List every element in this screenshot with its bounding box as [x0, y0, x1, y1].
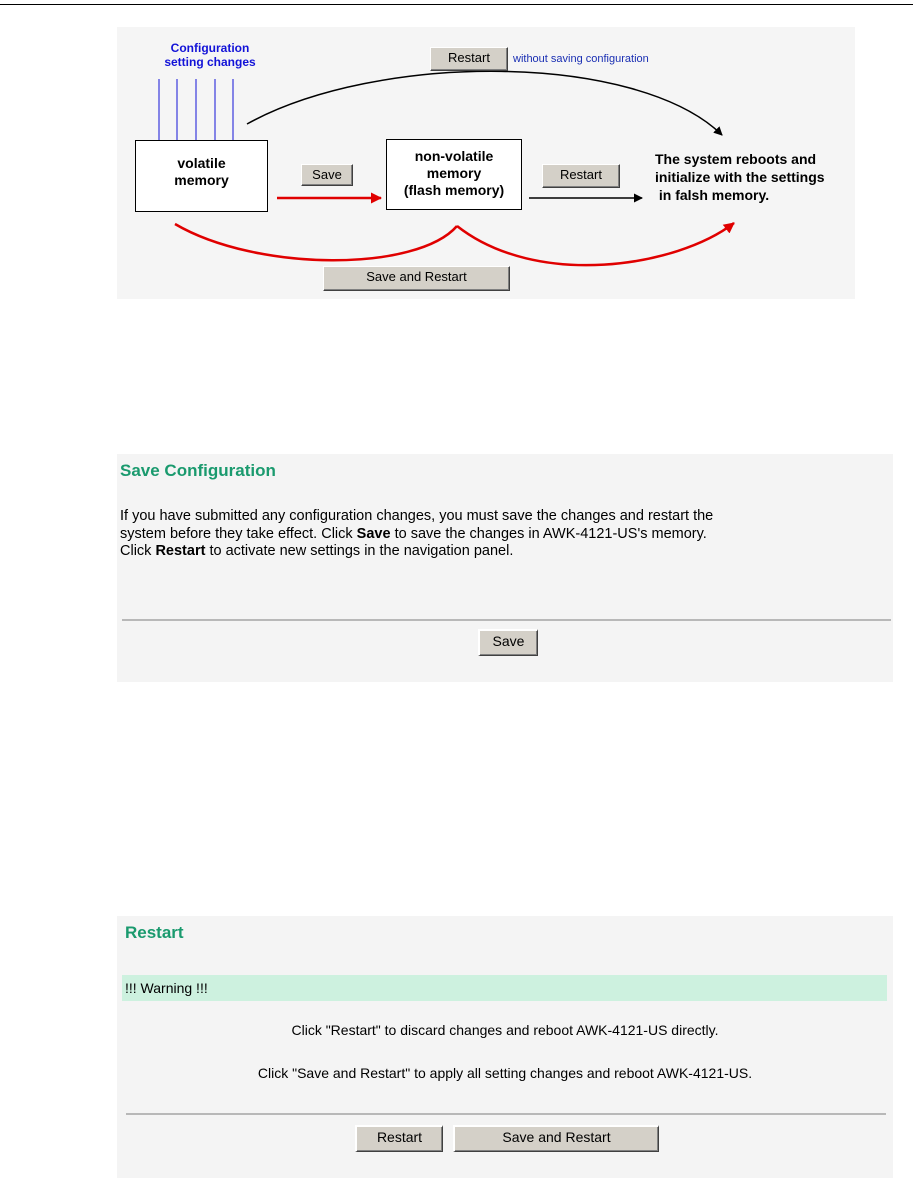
memory-flow-diagram	[117, 27, 855, 299]
warning-bar: !!! Warning !!!	[122, 975, 887, 1001]
restart-button[interactable]: Restart	[355, 1125, 443, 1152]
volatile-memory-box: volatile memory	[135, 140, 268, 212]
diagram-save-restart-button[interactable]: Save and Restart	[323, 266, 510, 291]
restart-without-save-arrow	[247, 71, 722, 135]
restart-title: Restart	[125, 923, 184, 942]
page-top-rule	[0, 4, 913, 5]
diagram-restart-button[interactable]: Restart	[430, 47, 508, 71]
restart-panel	[117, 916, 893, 1178]
save-button[interactable]: Save	[478, 629, 538, 656]
config-changes-label: Configuration setting changes	[164, 41, 256, 69]
save-config-description: If you have submitted any configuration changes, you must save the changes and restart the system before they take effect. Click Save to save the changes in AWK-4121-US's memory. Click Restart to activate new settings in the navigation panel.	[120, 508, 714, 559]
diagram-save-button[interactable]: Save	[301, 164, 353, 186]
save-and-restart-arrow-right	[457, 223, 734, 265]
restart-message: Click "Restart" to discard changes and reboot AWK-4121-US directly.	[291, 1022, 719, 1038]
diagram-restart-button-2[interactable]: Restart	[542, 164, 620, 188]
restart-note: without saving configuration	[513, 53, 649, 65]
save-config-title: Save Configuration	[120, 461, 276, 480]
save-configuration-panel	[117, 454, 893, 682]
save-and-restart-arrow-left	[175, 224, 457, 260]
save-config-divider	[122, 619, 891, 621]
reboot-result-text: The system reboots and initialize with the settings in falsh memory.	[655, 151, 825, 203]
restart-divider	[126, 1113, 886, 1115]
save-and-restart-button[interactable]: Save and Restart	[453, 1125, 659, 1152]
save-restart-message: Click "Save and Restart" to apply all setting changes and reboot AWK-4121-US.	[257, 1065, 753, 1081]
flash-memory-box: non-volatile memory (flash memory)	[386, 139, 522, 210]
